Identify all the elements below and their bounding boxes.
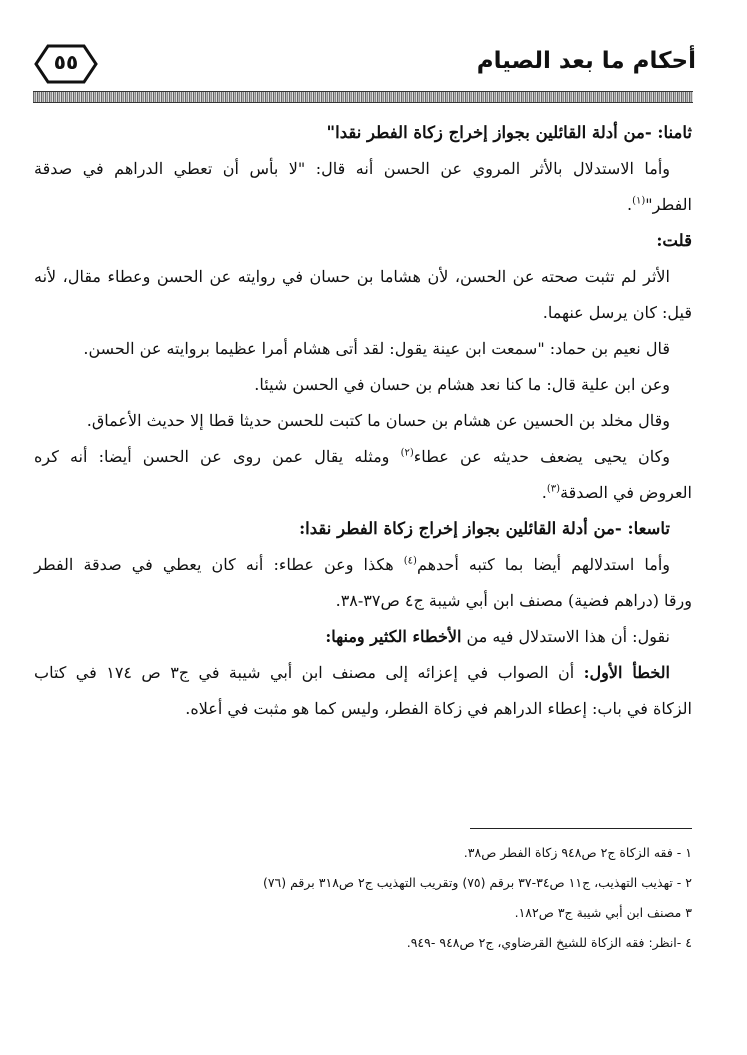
footnote-ref[interactable]: (٤) — [403, 555, 417, 567]
section-heading-8: ثامنا: -من أدلة القائلين بجواز إخراج زكاة الفطر نقدا" — [326, 123, 692, 142]
running-title: أحكام ما بعد الصيام — [476, 48, 696, 74]
text-line: وكان يحيى يضعف حديثه عن عطاء — [413, 447, 670, 466]
footnote-ref[interactable]: (٢) — [400, 447, 414, 459]
text-line: . — [626, 195, 633, 214]
text-line: . — [541, 483, 547, 502]
paragraph — [34, 151, 692, 187]
error-label: الخطأ الأول: — [583, 663, 671, 682]
text-line: الفطر" — [645, 195, 692, 214]
section-heading-9: تاسعا: -من أدلة القائلين بجواز إخراج زكاة الفطر نقدا: — [299, 519, 670, 538]
footnote: ٣ مصنف ابن أبي شيبة ج٣ ص١٨٢. — [514, 905, 692, 920]
text-line: ومثله يقال عمن روى عن الحسن أيضا: أنه كره — [34, 447, 401, 466]
paragraph — [34, 259, 692, 295]
quote-line: قال نعيم بن حماد: "سمعت ابن عينة يقول: لقد أتى هشام أمرا عظيما بروايته عن الحسن. — [83, 339, 670, 358]
text-line: وأما الاستدلال بالأثر المروي عن الحسن أنه قال: "لا بأس أن تعطي الدراهم في صدقة — [34, 159, 670, 178]
quote-line-end — [34, 475, 692, 511]
footnotes — [34, 838, 692, 958]
footnote-divider — [470, 828, 692, 829]
quote-line — [34, 439, 692, 475]
paragraph-end — [34, 187, 692, 223]
text-line: الأثر لم تثبت صحته عن الحسن، لأن هشاما بن حسان في روايته عن الحسن وعطاء مقال، لأنه — [34, 267, 670, 286]
bold-phrase: الأخطاء الكثير ومنها: — [325, 627, 462, 646]
qult-heading: قلت: — [656, 231, 692, 250]
text-line: العروض في الصدقة — [560, 483, 692, 502]
paragraph — [34, 547, 692, 583]
text-line: أن الصواب في إعزائه إلى مصنف ابن أبي شيبة في ج٣ ص ١٧٤ في كتاب — [34, 663, 584, 682]
footnote: ١ - فقه الزكاة ج٢ ص٩٤٨ زكاة الفطر ص٣٨. — [463, 845, 692, 860]
paragraph-end: قيل: كان يرسل عنهما. — [542, 303, 692, 322]
text-line: وأما استدلالهم أيضا بما كتبه أحدهم — [416, 555, 671, 574]
page-header — [30, 40, 696, 90]
paragraph-end: الزكاة في باب: إعطاء الدراهم في زكاة الفطر، وليس كما هو مثبت في أعلاه. — [185, 699, 692, 718]
footnote: ٤ -انظر: فقه الزكاة للشيخ القرضاوي، ج٢ ص٩٤٨ -٩٤٩. — [406, 935, 692, 950]
main-text — [34, 115, 692, 727]
paragraph-end: ورقا (دراهم فضية) مصنف ابن أبي شيبة ج٤ ص٣٧-٣٨. — [335, 591, 692, 610]
page-number-badge — [34, 44, 98, 84]
quote-line: وقال مخلد بن الحسين عن هشام بن حسان ما كتبت للحسن حديثا قطا إلا حديث الأعماق. — [86, 411, 670, 430]
footnote-ref[interactable]: (١) — [632, 195, 646, 207]
text-line: هكذا وعن عطاء: أنه كان يعطي في صدقة الفطر — [34, 555, 404, 574]
quote-line: وعن ابن علية قال: ما كنا نعد هشام بن حسان في الحسن شيئا. — [254, 375, 670, 394]
paragraph — [34, 655, 692, 691]
page-number: ٥٥ — [53, 50, 79, 74]
footnote: ٢ - تهذيب التهذيب، ج١١ ص٣٤-٣٧ برقم (٧٥) وتقريب التهذيب ج٢ ص٣١٨ برقم (٧٦) — [262, 875, 692, 890]
header-divider — [33, 91, 693, 103]
paragraph — [34, 619, 692, 655]
footnote-ref[interactable]: (٣) — [546, 483, 561, 495]
text-line: نقول: أن هذا الاستدلال فيه من — [461, 627, 670, 646]
